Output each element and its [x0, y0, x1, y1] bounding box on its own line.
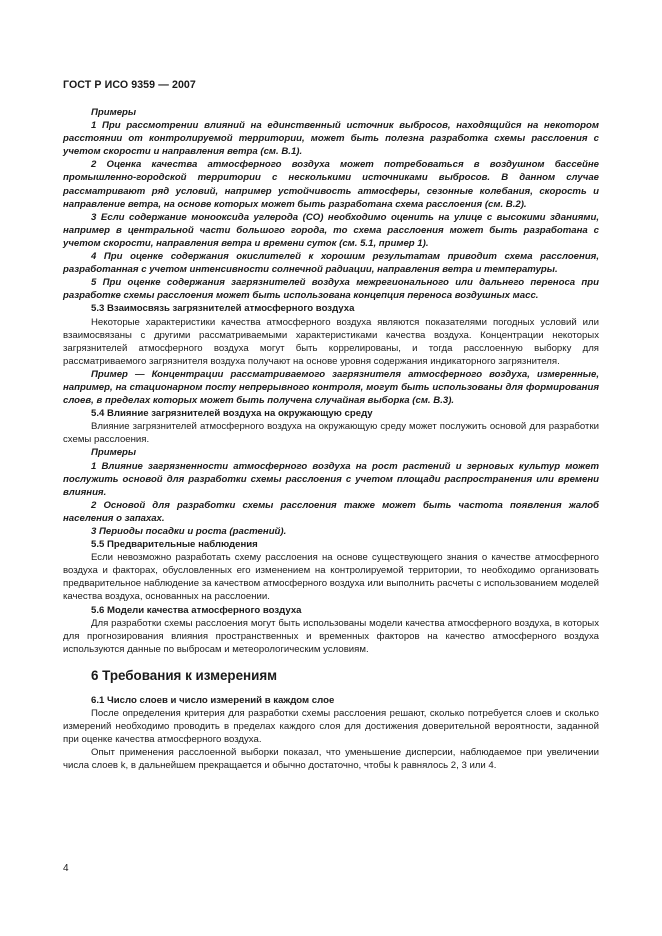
example-paragraph: 4 При оценке содержания окислителей к хорошим результатам приводит схема расслоения, разработанная с учетом интенсивности солнечной радиации, направления ветра и температуры. [63, 251, 599, 276]
body-paragraph: Некоторые характеристики качества атмосферного воздуха являются показателями погодных условий или взаимосвязаны с другими рассматриваемыми характеристиками качества воздуха. Концентрации некоторых загрязнителей атмосферного воздуха могут быть коррелированы, и тогда расслоенную выборку для рассматриваемого загрязнителя воздуха получают на основе уровня содержания индикаторного загрязнителя. [63, 316, 599, 367]
examples-heading: Примеры [91, 107, 137, 118]
page-number: 4 [63, 863, 69, 874]
body-paragraph: Если невозможно разработать схему расслоения на основе существующего знания о качестве атмосферного воздуха и факторах, обусловленных его изменением на контролируемой территории, то необходимо организовать предварительное наблюдение за качеством атмосферного воздуха или выполнить расчеты с использованием моделей качества воздуха, основанных на расслоении. [63, 552, 599, 603]
example-paragraph: 5 При оценке содержания загрязнителей воздуха межрегионального или дальнего переноса при разработке схемы расслоения может быть использована концепция переноса воздушных масс. [63, 277, 599, 302]
section-heading-6: 6 Требования к измерениям [91, 667, 278, 683]
body-paragraph: После определения критерия для разработки схемы расслоения решают, сколько потребуется слоев и сколько измерений необходимо проводить в пределах каждого слоя для достижения доверительной вероятности, заданной при оценке качества атмосферного воздуха. [63, 708, 599, 746]
example-paragraph: 2 Оценка качества атмосферного воздуха может потребоваться в воздушном бассейне промышленно-городской территории с несколькими источниками выбросов. В данном случае рассматривают ряд условий, например устойчивость атмосферы, сезонные колебания, скорость и направление ветра, на основе которых может быть разработана схема расслоения (см. В.2). [63, 159, 599, 210]
body-paragraph: Для разработки схемы расслоения могут быть использованы модели качества атмосферного воздуха, в которых для прогнозирования влияния пространственных и временных факторов на качество атмосферного воздуха используются данные по выбросам и метеорологическим условиям. [63, 617, 599, 655]
section-heading-5-4: 5.4 Влияние загрязнителей воздуха на окружающую среду [91, 408, 373, 420]
document-header: ГОСТ Р ИСО 9359 — 2007 [63, 79, 196, 91]
body-paragraph: Опыт применения расслоенной выборки показал, что уменьшение дисперсии, наблюдаемое при увеличении числа слоев k, в дальнейшем прекращается и обычно достаточно, чтобы k равнялось 2, 3 или 4. [63, 747, 599, 772]
body-paragraph: Влияние загрязнителей атмосферного воздуха на окружающую среду может послужить основой для разработки схемы расслоения. [63, 421, 599, 446]
section-heading-5-5: 5.5 Предварительные наблюдения [91, 539, 258, 551]
section-heading-5-6: 5.6 Модели качества атмосферного воздуха [91, 604, 302, 616]
section-heading-5-3: 5.3 Взаимосвязь загрязнителей атмосферного воздуха [91, 303, 355, 315]
document-body [63, 106, 599, 773]
examples-heading: Примеры [91, 447, 137, 459]
example-paragraph: 1 Влияние загрязненности атмосферного воздуха на рост растений и зерновых культур может послужить основой для разработки схемы расслоения с учетом площади распространения или времени влияния. [63, 460, 599, 498]
example-paragraph: 3 Периоды посадки и роста (растений). [91, 526, 287, 537]
example-paragraph: 3 Если содержание монооксида углерода (СО) необходимо оценить на улице с высокими зданиями, например в центральной части большого города, то схема расслоения может быть разработана с учетом скорости, направления ветра и времени суток (см. 5.1, пример 1). [63, 211, 599, 249]
example-paragraph: Пример — Концентрации рассматриваемого загрязнителя атмосферного воздуха, измеренные, например, на стационарном посту непрерывного контроля, могут быть использованы для формирования слоев, в пределах которых может быть получена случайная выборка (см. В.3). [63, 368, 599, 407]
example-paragraph: 2 Основой для разработки схемы расслоения также может быть частота появления жалоб населения о запахах. [63, 499, 599, 524]
section-heading-6-1: 6.1 Число слоев и число измерений в каждом слое [91, 694, 335, 706]
example-paragraph: 1 При рассмотрении влияний на единственный источник выбросов, находящийся на некотором расстоянии от контролируемой территории, может быть полезна разработка схемы расслоения с учетом скорости и направления ветра (см. В.1). [63, 120, 599, 158]
